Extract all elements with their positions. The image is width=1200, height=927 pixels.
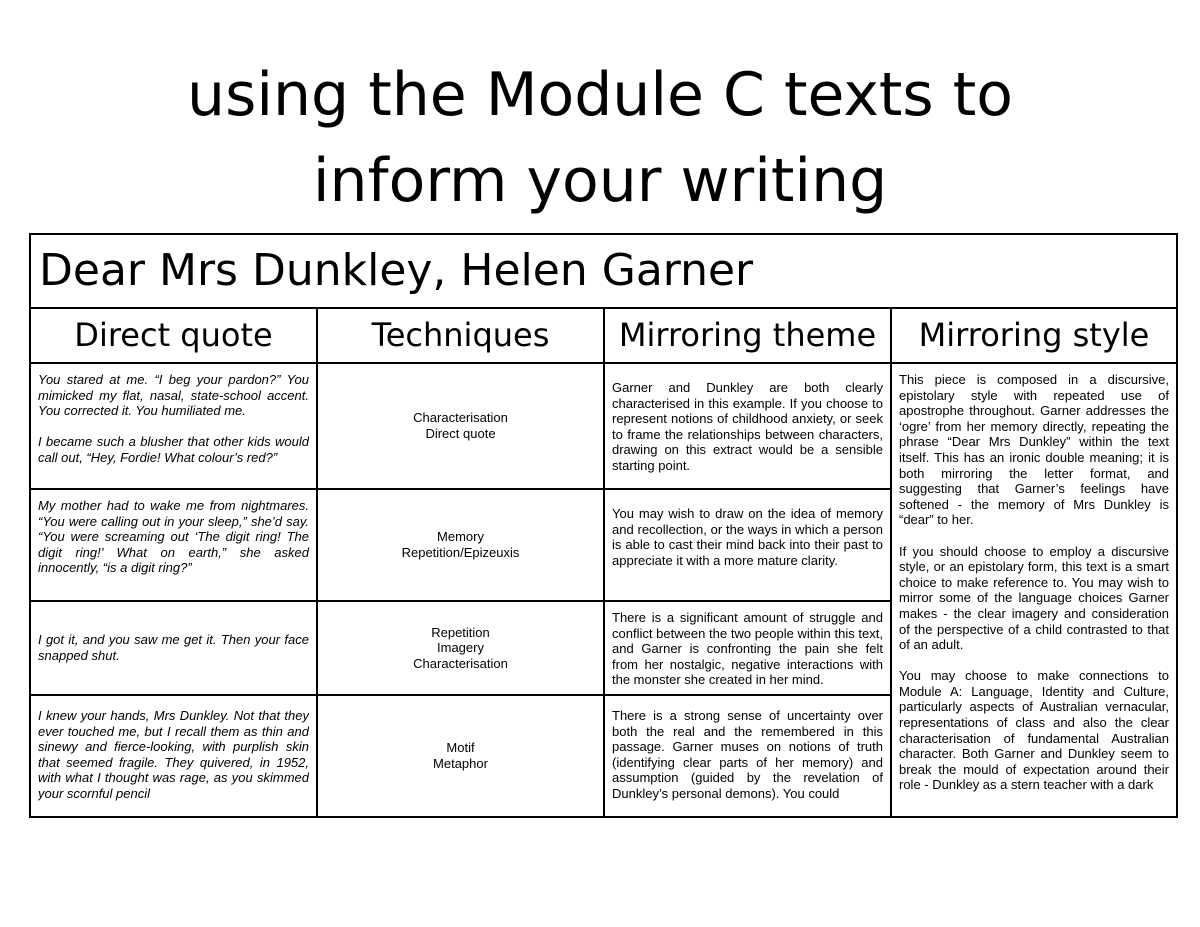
quote-cell	[30, 363, 317, 489]
comparison-table	[29, 233, 1178, 818]
theme-cell: Garner and Dunkley are both clearly characterised in this example. If you choose to represent notions of childhood anxiety, or seek to frame the relationships between characters, drawing on this extract would be a sensible starting point.	[604, 363, 891, 489]
quote-paragraph: I got it, and you saw me get it. Then your face snapped shut.	[38, 632, 309, 663]
table-row	[30, 363, 1177, 489]
column-header-techniques: Techniques	[317, 308, 604, 363]
quote-cell	[30, 695, 317, 817]
technique-item: Imagery	[437, 640, 484, 656]
technique-item: Repetition/Epizeuxis	[401, 545, 520, 560]
technique-item: Metaphor	[433, 756, 488, 771]
theme-cell: There is a significant amount of struggle and conflict between the two people within this text, and Garner is confronting the pain she felt from her nostalgic, negative interactions with the monster she created in her mind.	[604, 601, 891, 695]
quote-cell	[30, 601, 317, 695]
style-paragraph: This piece is composed in a discursive, epistolary style with repeated use of apostrophe throughout. Garner addresses the ‘ogre’ from her memory directly, repeating the phrase “Dear Mrs Dunkley” within the text itself. This has an ironic double meaning; it is both mirroring the letter format, and suggesting that Garner’s feelings have softened - the memory of Mrs Dunkley is “dear” to her.	[899, 372, 1170, 528]
style-paragraph: You may choose to make connections to Module A: Language, Identity and Culture, particularly aspects of Australian vernacular, representations of class and also the clear characterisation of fundamental Australian character. Both Garner and Dunkley seem to break the mould of expectation around their role - Dunkley as a stern teacher with a dark	[899, 668, 1170, 793]
techniques-cell	[317, 601, 604, 695]
quote-paragraph: My mother had to wake me from nightmares. “You were calling out in your sleep,” she’d say. “You were screaming out ‘The digit ring! The digit ring!’ What on earth,” she asked innocently, “is a digit ring?”	[38, 498, 309, 576]
column-header-mirroring-theme: Mirroring theme	[604, 308, 891, 363]
technique-item: Characterisation	[413, 410, 508, 426]
technique-item: Characterisation	[413, 655, 508, 671]
theme-cell	[604, 695, 891, 817]
page-title-line-1: using the Module C texts to	[187, 60, 1013, 130]
table-heading: Dear Mrs Dunkley, Helen Garner	[30, 234, 1177, 308]
quote-paragraph: I knew your hands, Mrs Dunkley. Not that they ever touched me, but I recall them as thin and sinewy and fierce-looking, with purplish skin that seemed fragile. They quivered, in 1952, with what I thought was rage, as you skimmed your scornful pencil	[38, 708, 309, 801]
techniques-cell	[317, 363, 604, 489]
page-title-line-2: inform your writing	[312, 146, 888, 216]
technique-item: Direct quote	[425, 426, 496, 441]
column-header-direct-quote: Direct quote	[30, 308, 317, 363]
technique-item: Motif	[446, 740, 475, 756]
quote-paragraph: I became such a blusher that other kids would call out, “Hey, Fordie! What colour’s red?”	[38, 434, 309, 465]
techniques-cell	[317, 695, 604, 817]
style-paragraph: If you should choose to employ a discursive style, or an epistolary form, this text is a smart choice to make reference to. You may wish to mirror some of the language choices Garner makes - the clear imagery and consideration of the perspective of a child contrasted to that of an adult.	[899, 543, 1170, 653]
technique-item: Repetition	[431, 624, 490, 640]
quote-paragraph: You stared at me. “I beg your pardon?” You mimicked my flat, nasal, state-school accent. You corrected it. You humiliated me.	[38, 372, 309, 419]
techniques-cell	[317, 489, 604, 601]
column-header-mirroring-style: Mirroring style	[891, 308, 1177, 363]
technique-item: Memory	[437, 529, 484, 545]
theme-text: There is a strong sense of uncertainty over both the real and the remembered in this passage. Garner muses on notions of truth (identifying clear parts of her memory) and assumption (guided by the revelation of Dunkley’s personal demons). You could	[612, 708, 883, 801]
page-title	[0, 52, 1200, 224]
style-cell	[891, 363, 1177, 817]
quote-cell	[30, 489, 317, 601]
theme-cell: You may wish to draw on the idea of memory and recollection, or the ways in which a person is able to cast their mind back into their past to appreciate it with a more mature clarity.	[604, 489, 891, 601]
